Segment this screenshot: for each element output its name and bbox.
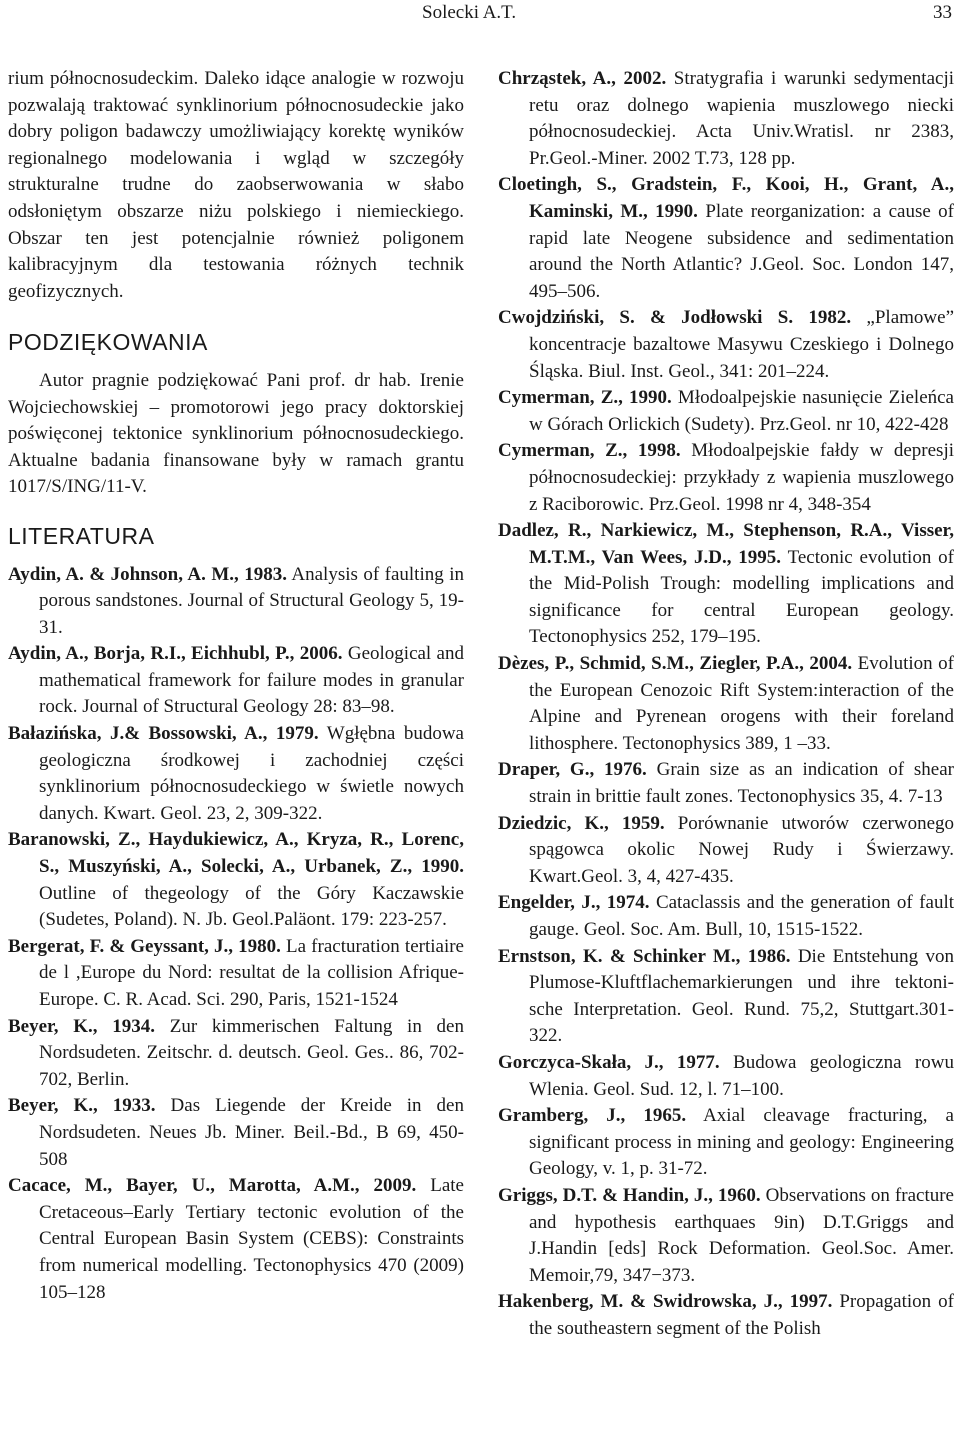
reference-details: Młodoalpejskie fałdy w depresji północnosudeckiej: przykłady z wapienia muszlowego z Raciborowic. Prz.Geol. 1998 nr 4, 348-354 [529,440,955,515]
reference-entry [8,1093,464,1173]
reference-authors: Aydin, A., Borja, R.I., Eichhubl, P., 2006. [8,643,343,665]
reference-details: Late Cretaceous–Early Tertiary tectonic evolution of the Central European Basin System (CEBS): Constraints from numerical modelling. Tectonophysics 470 (2009) 105–128 [39,1175,464,1303]
reference-entry [498,385,954,438]
reference-authors: Draper, G., 1976. [498,759,647,781]
reference-authors: Dadlez, R., Narkiewicz, M., Stephenson, R.A., Visser, M.T.M., Van Wees, J.D., 1995. [498,520,954,568]
reference-details: Axial cleavage fracturing, a significant process in mining and geology: Engineering Geology, v. 1, p. 31-72. [529,1105,954,1180]
reference-details: Outline of thegeology of the Góry Kaczawskie (Sudetes, Poland). N. Jb. Geol.Paläont. 179: 223-257. [39,882,464,931]
reference-details: Plate reorganization: a cause of rapid late Neogene subsidence and sedimentation around the North Atlantic? J.Geol. Soc. London 147, 495–506. [529,200,955,302]
left-column [8,66,464,1306]
reference-authors: Cymerman, Z., 1998. [498,440,681,462]
reference-entry [498,172,954,305]
reference-entry [498,66,954,172]
reference-authors: Cwojdziński, S. & Jodłowski S. 1982. [498,307,852,329]
reference-entry [498,651,954,757]
reference-authors: Bałazińska, J.& Bossowski, A., 1979. [8,723,319,745]
reference-authors: Cymerman, Z., 1990. [498,387,672,409]
reference-details: Zur kimmerischen Faltung in den Nordsudeten. Zeitschr. d. deutsch. Geol. Ges.. 86, 702-702, Berlin. [39,1015,464,1090]
reference-entry [8,934,464,1014]
reference-authors: Griggs, D.T. & Handin, J., 1960. [498,1184,761,1206]
reference-details: Evolution of the European Cenozoic Rift System:interaction of the Alpine and Pyrenean orogens with their foreland lithosphere. Tectonophysics 389, 1 –33. [529,653,954,754]
reference-entry [498,1050,954,1103]
reference-details: Stratygrafia i warunki sedymentacji retu oraz dolnego wapienia muszlowego niecki północnosudeckiej. Acta Univ.Wratisl. nr 2383, Pr.Geol.-Miner. 2002 T.73, 128 pp. [529,68,954,169]
reference-authors: Gorczyca-Skała, J., 1977. [498,1051,720,1073]
reference-list-left [8,562,464,1307]
reference-entry [498,1103,954,1183]
reference-details: Porównanie utworów czerwonego spągowca okolic Nowej Rudy i Świerzawy. Kwart.Geol. 3, 4, 427-435. [529,812,954,887]
reference-authors: Dziedzic, K., 1959. [498,812,665,834]
reference-authors: Hakenberg, M. & Swidrowska, J., 1997. [498,1291,833,1313]
reference-entry [8,1173,464,1306]
acknowledgements-paragraph: Autor pragnie podziękować Pani prof. dr hab. Irenie Wojciechowskiej – promotorowi jego pracy doktorskiej poświęconej tektonice synklinorium północnosudeckiego. Aktualne badania finansowane były w ramach grantu 1017/S/ING/11-V. [8,369,464,498]
reference-entry [8,1014,464,1094]
reference-entry [498,811,954,891]
reference-entry [498,518,954,651]
reference-authors: Beyer, K., 1933. [8,1095,156,1117]
reference-entry [8,641,464,721]
reference-details: Observations on fracture and hypothesis earthquaes 9in) D.T.Griggs and J.Handin [eds] Rock Deformation. Geol.Soc. Amer. Memoir,79, 347−373. [529,1184,954,1286]
running-header [0,2,960,30]
reference-details: „Plamowe” koncentracje bazaltowe Masywu Czeskiego i Dolnego Śląska. Biul. Inst. Geol., 341: 201–224. [529,307,955,382]
right-column [498,66,954,1343]
reference-details: Geological and mathematical framework for failure modes in granular rock. Journal of Structural Geology 28: 83–98. [39,643,464,718]
reference-details: Budowa geologiczna rowu Wlenia. Geol. Sud. 12, l. 71–100. [529,1051,954,1100]
reference-entry [498,757,954,810]
reference-details: Grain size as an indication of shear strain in brittie fault zones. Tectonophysics 35, 4. 7-13 [529,759,954,808]
reference-entry [498,1289,954,1342]
reference-entry [498,305,954,385]
reference-entry [498,890,954,943]
reference-authors: Beyer, K., 1934. [8,1015,155,1037]
reference-entry [8,827,464,933]
page-number: 33 [933,2,952,23]
reference-authors: Aydin, A. & Johnson, A. M., 1983. [8,563,287,585]
reference-details: Analysis of faulting in porous sandstones. Journal of Structural Geology 5, 19-31. [39,563,464,638]
reference-authors: Baranowski, Z., Haydukiewicz, A., Kryza, R., Lorenc, S., Muszyński, A., Solecki, A., Urbanek, Z., 1990. [8,829,464,878]
reference-authors: Dèzes, P., Schmid, S.M., Ziegler, P.A., 2004. [498,653,853,675]
reference-details: Wgłębna budowa geologiczna środkowej i zachodniej części synklinorium północnosudeckiego w świetle nowych danych. Kwart. Geol. 23, 2, 309-322. [39,723,464,824]
reference-details: Die Entstehung von Plumose-Kluftflachemarkierungen und ihre tektoni-sche Interpretation. Geol. Rund. 75,2, Stuttgart.301-322. [529,945,954,1047]
reference-authors: Engelder, J., 1974. [498,892,650,914]
reference-details: Tectonic evolution of the Mid-Polish Trough: modelling implications and significance for central European geology. Tectonophysics 252, 179–195. [529,546,954,648]
acknowledgements-heading: PODZIĘKOWANIA [8,329,208,356]
reference-details: Propagation of the southeastern segment of the Polish [529,1291,954,1339]
reference-details: Cataclassis and the generation of fault gauge. Geol. Soc. Am. Bull, 10, 1515-1522. [529,892,955,940]
running-header-author: Solecki A.T. [422,2,517,23]
reference-authors: Chrząstek, A., 2002. [498,68,667,89]
reference-entry [498,438,954,518]
reference-entry [498,944,954,1050]
reference-authors: Cloetingh, S., Gradstein, F., Kooi, H., Grant, A., Kaminski, M., 1990. [498,174,954,222]
reference-authors: Ernstson, K. & Schinker M., 1986. [498,945,791,967]
reference-details: La fracturation tertiaire de l ,Europe du Nord: resultat de la collision Afrique-Europe. C. R. Acad. Sci. 290, Paris, 1521-1524 [39,935,464,1010]
intro-paragraph: rium północnosudeckim. Daleko idące analogie w rozwoju pozwalają traktować synklinorium północnosudeckie jako dobry poligon badawczy umożliwiający korektę wyników regionalnego modelowania i wgląd w szczegóły strukturalne trudne do zaobserwowania w słabo odsłoniętym obszarze niżu polskiego i niemieckiego. Obszar ten jest potencjalnie również poligonem kalibracyjnym dla testowania różnych technik geofizycznych. [8,68,464,302]
reference-entry [8,721,464,827]
reference-details: Młodoalpejskie nasunięcie Zieleńca w Górach Orlickich (Sudety). Prz.Geol. nr 10, 422-428 [529,387,954,435]
literature-heading: LITERATURA [8,522,155,549]
reference-list-right [498,66,954,1343]
reference-entry [498,1183,954,1289]
reference-entry [8,562,464,642]
reference-authors: Cacace, M., Bayer, U., Marotta, A.M., 2009. [8,1175,417,1197]
reference-authors: Gramberg, J., 1965. [498,1105,687,1127]
reference-authors: Bergerat, F. & Geyssant, J., 1980. [8,935,281,957]
reference-details: Das Liegende der Kreide in den Nordsudeten. Neues Jb. Miner. Beil.-Bd., B 69, 450-508 [39,1095,464,1170]
